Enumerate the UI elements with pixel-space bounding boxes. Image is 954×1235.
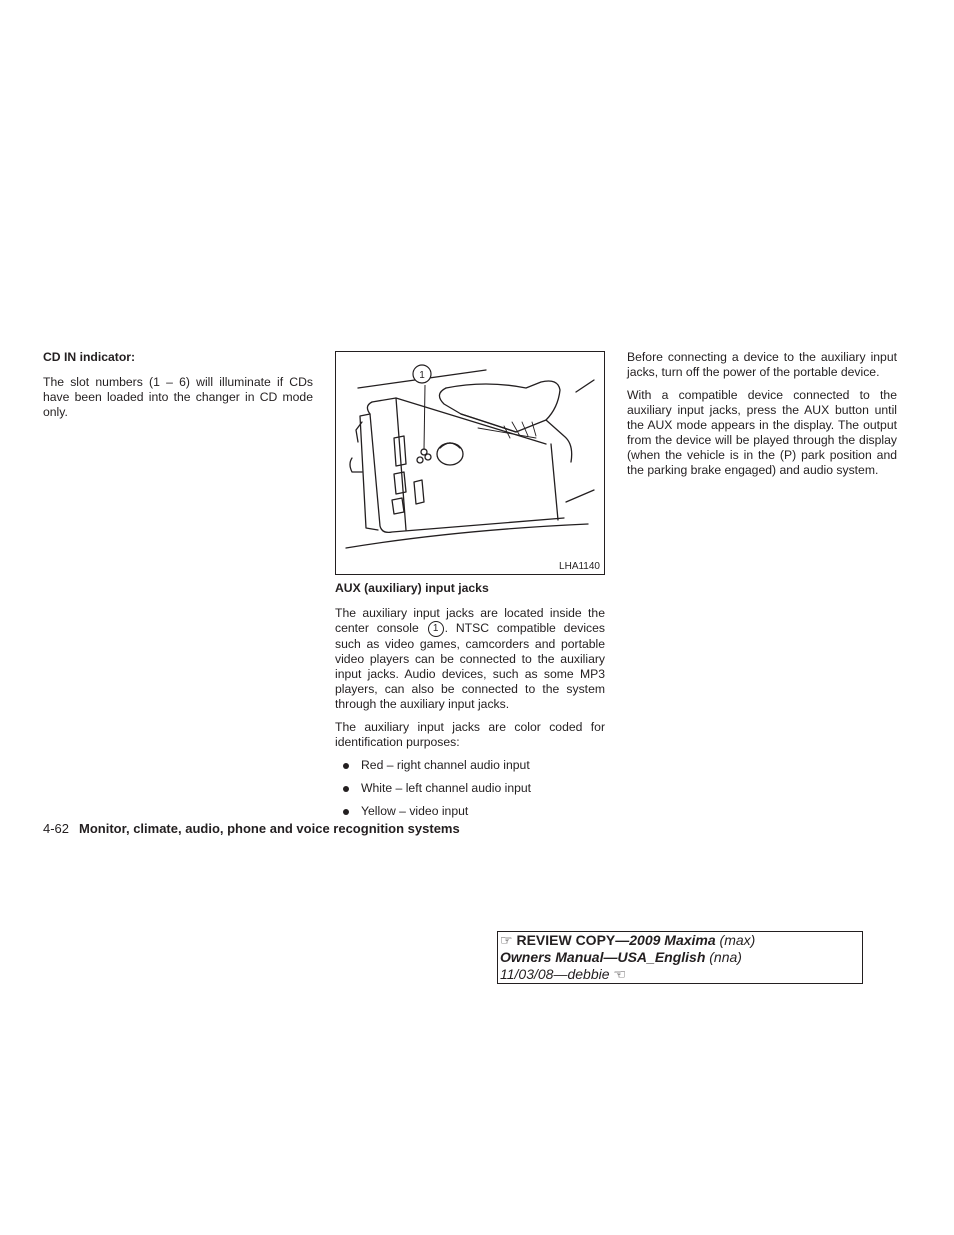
review-model: 2009 Maxima (629, 932, 716, 948)
review-line-2 (500, 949, 862, 966)
list-item: Yellow – video input (335, 804, 605, 819)
review-line-3 (500, 966, 862, 983)
cd-in-heading: CD IN indicator: (43, 350, 136, 364)
callout-leader-line (424, 385, 425, 450)
aux-paragraph-1-start: The auxiliary input jacks are located inside the center console (335, 606, 605, 636)
review-model-code: (max) (719, 932, 756, 948)
jack-color-list (335, 758, 605, 819)
console-drawing (336, 352, 604, 574)
page-number: 4-62 (43, 821, 70, 836)
pointing-hand-right-icon: ☞ (500, 932, 513, 948)
pointing-hand-left-icon: ☜ (613, 966, 626, 982)
figure-code: LHA1140 (559, 561, 600, 572)
left-column (43, 350, 313, 428)
middle-column (335, 351, 605, 827)
aux-paragraph-1-end: . NTSC compatible devices such as video games, camcorders and portable video players can be connected to the auxiliary input jacks. Audio devices, such as some MP3 players, can also be connected to the system through the auxiliary input jacks. (335, 621, 605, 711)
section-title: Monitor, climate, audio, phone and voice recognition systems (79, 821, 460, 836)
review-manual-code: (nna) (709, 949, 742, 965)
aux-paragraph-1 (335, 606, 605, 712)
aux-paragraph-2: The auxiliary input jacks are color coded for identification purposes: (335, 720, 605, 749)
callout-inline: 1 (428, 621, 444, 637)
review-label: REVIEW COPY— (516, 932, 630, 948)
cd-in-paragraph: The slot numbers (1 – 6) will illuminate if CDs have been loaded into the changer in CD mode only. (43, 375, 313, 419)
callout-number: 1 (419, 370, 425, 381)
right-column (627, 350, 897, 486)
right-paragraph-1: Before connecting a device to the auxiliary input jacks, turn off the power of the portable device. (627, 350, 897, 379)
right-paragraph-2: With a compatible device connected to the auxiliary input jacks, press the AUX button until the AUX mode appears in the display. The output from the device will be played through the display (when the vehicle is in the (P) park position and the parking brake engaged) and audio system. (627, 388, 897, 477)
review-manual: Owners Manual—USA_English (500, 949, 706, 965)
review-date: 11/03/08—debbie (500, 966, 610, 982)
list-item: White – left channel audio input (335, 781, 605, 796)
page-footer (43, 821, 663, 837)
review-copy-stamp (497, 931, 863, 984)
aux-heading: AUX (auxiliary) input jacks (335, 581, 489, 595)
center-console-illustration (335, 351, 605, 575)
review-line-1 (500, 932, 862, 949)
list-item: Red – right channel audio input (335, 758, 605, 773)
